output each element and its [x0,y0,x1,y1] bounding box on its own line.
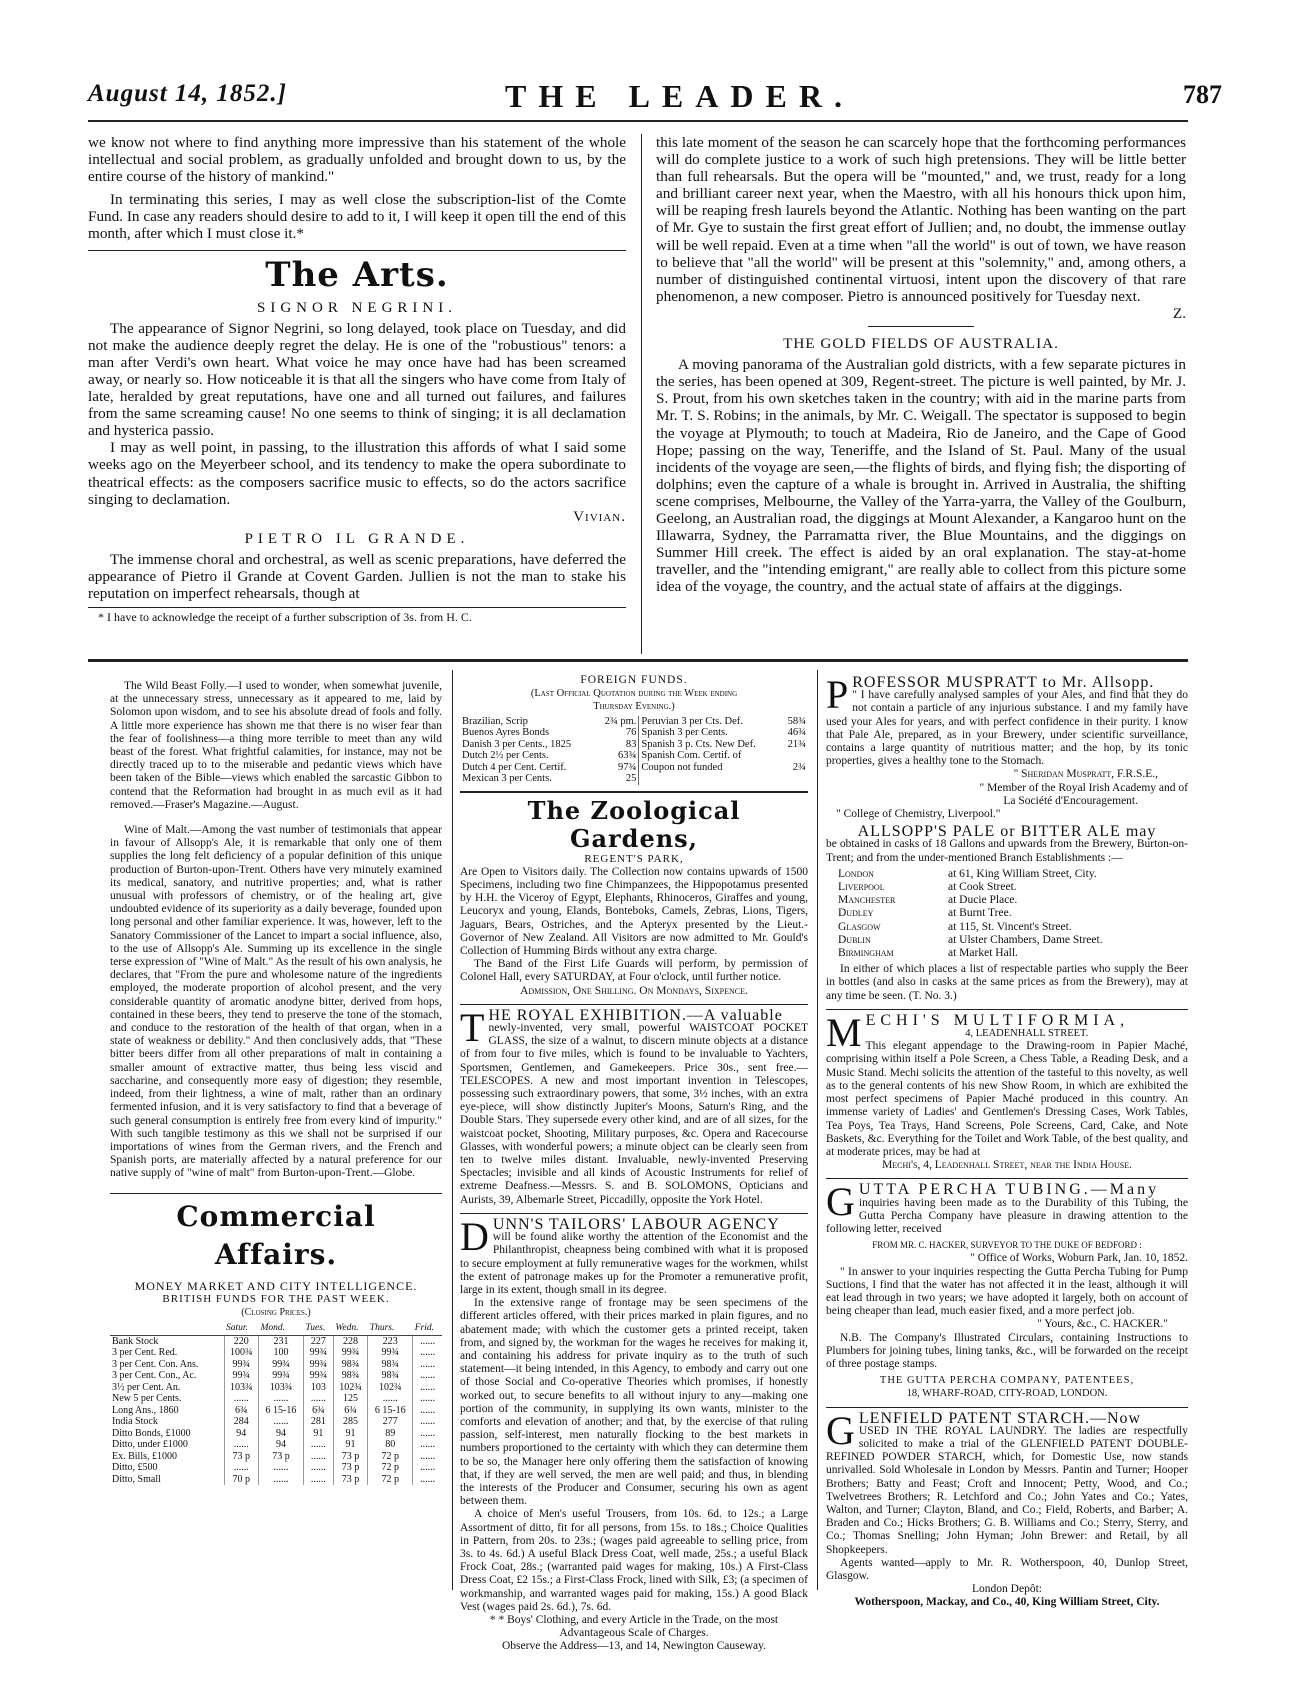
gutta-from: FROM MR. C. HACKER, SURVEYOR TO THE DUKE OF BEDFORD : [872,1240,1142,1251]
bf-cell: 6¾ [333,1405,367,1417]
bf-cell: ...... [259,1393,304,1405]
muspratt-signature-3: La Société d'Encouragement. [1003,794,1138,807]
bf-cell: ...... [413,1370,442,1382]
column-rule [452,670,453,1590]
bf-cell: India Stock [112,1416,158,1428]
bf-cell: New 5 per Cents. [112,1393,182,1405]
bf-col-header: Frid. [413,1323,442,1335]
bf-cell: 73 p [333,1462,367,1474]
dunn-text-4: * * Boys' Clothing, and every Article in the Trade, on the most Advantageous Scale of Charges. [489,1613,779,1640]
top-left-column [88,134,626,624]
comte-fund-paragraph: In terminating this series, I may as well close the subscription-list of the Comte Fund. In case any readers should desire to add to it, I will keep it open till the end of this month, after which I must close it.* [88,191,626,243]
table-row [110,1474,442,1486]
ff-cell: Dutch 2½ per Cents. [462,750,549,762]
bf-cell: 220 [224,1335,258,1347]
table-row [110,1347,442,1359]
table-row [110,1370,442,1382]
money-market-heading: MONEY MARKET AND CITY INTELLIGENCE. [134,1278,418,1293]
ff-cell: 83 [625,738,637,750]
glenfield-heading: LENFIELD PATENT STARCH.—Now [858,1409,1142,1427]
bf-cell: 99¾ [259,1359,304,1371]
bf-cell: 94 [259,1439,304,1451]
bf-cell: 73 p [224,1451,258,1463]
glenfield-agents: Agents wanted—apply to Mr. R. Wotherspoon, 40, Dunlop Street, Glasgow. [826,1556,1188,1582]
negrini-paragraph-2: I may as well point, in passing, to the illustration this affords of what I said some weeks ago on the Meyerbeer school, and its tendency to make the opera subordinate to theatrical effects: as the composers sacrifice music to effects, so do the actors sacrifice singing to declamation. [88,439,626,508]
bf-cell: Long Ans., 1860 [112,1404,179,1416]
bf-cell: Ditto, under £1000 [112,1439,188,1451]
branch-city: Liverpool [838,881,885,894]
drop-cap-t: T [460,1008,485,1050]
branch-city: Manchester [838,894,896,907]
bf-cell: ...... [413,1382,442,1394]
bf-cell: 99¾ [224,1370,258,1382]
issue-date: August 14, 1852.] [88,80,287,107]
list-item [838,894,1188,907]
muspratt-text: " I have carefully analysed samples of your Ales, and find that they do not contain a particle of any injurious substance. I and my family have used your Ales for years, and with perfect confidence in their purity. I know that Pale Ale, prepared, as in your Brewery, under scientific surveillance, contains a large quantity of nutritious matter; and the hop, by its tonic properties, gives a healthy tone to the Stomach. [826,689,1188,768]
glenfield-ad [826,1407,1188,1610]
bottom-column-1 [110,680,442,1485]
gold-fields-heading: THE GOLD FIELDS OF AUSTRALIA. [783,335,1059,353]
glenfield-text: USED IN THE ROYAL LAUNDRY. The ladies are respectfully solicited to make a trial of the GLENFIELD PATENT DOUBLE-REFINED POWDER STARCH, which, for Domestic Use, now stands unrivalled. Sold Wholesale in London by Messrs. Pantin and Turner; Hooper Brothers; Batty and Feast; Croft and Innocent; Petty, Wood, and Co.; Twelvetrees Brothers; R. Letchford and Co.; John Yates and Co.; Yates, Walton, and Turner; Clayton, Bland, and Co.; Field, Roberts, and Barber; A. Braden and Co.; Hicks Brothers; G. B. Williams and Co.; Sterry, Sterry, and Co.; Thomas Snelling; John Hyman; John Brewer: and Retail, by all Shopkeepers. [826,1424,1188,1556]
british-funds-table [110,1323,442,1485]
zoo-paragraph-1: Are Open to Visitors daily. The Collection now contains upwards of 1500 Specimens, including two fine Chimpanzees, the Hippopotamus presented by H.H. the Viceroy of Egypt, Elephants, Rhinoceros, Giraffes and young, Leucoryx and young, Elands, Bonteboks, Camels, Zebras, Lions, Tigers, Jaguars, Bears, Ostriches, and the Apteryx presented by the Lieut.-Governor of New Zealand. All Visitors are now admitted to Mr. Gould's Collection of Humming Birds without any extra charge. [460,865,808,958]
bf-col-header [110,1323,224,1335]
bf-col-header: Mond. [259,1323,304,1335]
table-row [110,1359,442,1371]
bf-cell: 103¾ [224,1382,258,1394]
bf-cell: 102¾ [333,1382,367,1394]
comte-paragraph-end: we know not where to find anything more impressive than his statement of the whole intellectual and social problem, as gradually unfolded and brought down to us, by the entire course of the history of mankind." [88,134,626,186]
bf-cell: ...... [303,1462,333,1474]
bf-cell: 80 [368,1439,413,1451]
drop-cap-m: M [826,1013,862,1055]
section-rule [88,659,1188,662]
bf-cell: 99¾ [303,1370,333,1382]
mechi-ad [826,1014,1188,1172]
negrini-heading: SIGNOR NEGRINI. [257,299,457,316]
branch-city: London [838,867,874,880]
bf-cell: Bank Stock [112,1335,159,1347]
muspratt-heading: ROFESSOR MUSPRATT to Mr. Allsopp. [852,674,1155,691]
bf-cell: ...... [413,1335,442,1347]
bf-cell: 91 [303,1428,333,1440]
bf-cell: 98¾ [333,1370,367,1382]
zoo-subtitle: REGENT'S PARK, [584,852,684,865]
dunn-text-2: In the extensive range of frontage may be seen specimens of the different articles offered, with their prices marked in plain figures, and no abatement made; with which the customer gets a printed receipt, taken from, and signed by, the workman for the wages he receives for making it, and containing his address for private inquiry as to the truth of such statement—it being intended, in this Agency, to embody and carry out one of those Social and Co-operative Theories which promises, if honestly worked out, to secure benefits to all without injury to any—making one portion of the community, in supplying its own wants, minister to the comforts and elevation of another; and that, by the exercise of that ruling passion, self-interest, men naturally flocking to the best markets in numbers proportioned to the certainty with which they can determine them to be so, the Manager here only offering them the satisfaction of knowing that, if they are well served, the men are well paid; and thus, in blending the interests of the Producer and Consumer, securing his own as agent between them. [460,1297,808,1508]
ff-cell: 2¾ pm. [604,715,637,727]
signature-vivian: Vivian. [573,507,626,525]
bf-cell: Ditto, Small [112,1473,161,1485]
foreign-funds-sub-2: Thursday Evening.) [593,701,675,713]
branch-city: Dudley [838,907,874,920]
divider [826,1178,1188,1179]
dunn-heading: UNN'S TAILORS' LABOUR AGENCY [492,1215,780,1233]
bf-cell: ...... [224,1393,258,1405]
mechi-text: This elegant appendage to the Drawing-room in Papier Maché, comprising within itself a Pole Screen, a Chess Table, a Reading Desk, and a Music Stand. Mechi solicits the attention of the tasteful to this novelty, as well as to the general contents of his new Show Room, in which are exhibited the most perfect specimens of Papier Maché produced in this country. An immense variety of Ladies' and Gentlemen's Dressing Cases, Work Tables, Tea Poys, Tea Trays, Hand Screens, Pole Screens, Card, Cake, and Note Baskets, &c. Everything for the Toilet and Work Table, of the best quality, and at moderate prices, may be had at [826,1040,1188,1158]
bf-cell: ...... [224,1462,258,1474]
bf-cell: 99¾ [333,1347,367,1359]
bf-cell: 231 [259,1335,304,1347]
bf-cell: ...... [303,1439,333,1451]
allsopp-text: be obtained in casks of 18 Gallons and upwards from the Brewery, Burton-on-Trent; and from the under-mentioned Branch Establishments :— [826,838,1188,864]
bf-cell: ...... [303,1393,333,1405]
pietro-paragraph: The immense choral and orchestral, as well as scenic preparations, have deferred the appearance of Pietro il Grande at Covent Garden. Jullien is not the man to stake his reputation on imperfect rehearsals, though at [88,550,626,603]
bf-cell: 6¾ [303,1405,333,1417]
dunn-address: Observe the Address—13, and 14, Newington Causeway. [501,1640,767,1653]
branch-city: Glasgow [838,920,881,933]
gutta-percha-ad [826,1179,1188,1400]
negrini-paragraph-1: The appearance of Signor Negrini, so long delayed, took place on Tuesday, and did not make the audience deeply regret the delay. He is one of the "robustious" tenors: a man after Verdi's own heart. What voice he may once have had has been screamed away, or nearly so. How noticeable it is that all the singers who have come from Italy of late, heralded by great reputations, have one and all turned out failures, and failures from the same screaming cause! No one seems to think of singing; it is all declamation and hysterica passio. [88,319,626,440]
bf-cell: 6¾ [224,1405,258,1417]
drop-cap-p: P [826,672,849,717]
zoo-admission: Admission, One Shilling. On Mondays, Sixpence. [520,984,748,997]
bf-cell: 99¾ [303,1347,333,1359]
bf-cell: ...... [413,1474,442,1486]
column-rule [641,134,642,654]
table-row [460,750,808,762]
ff-cell: 58¾ [787,715,806,727]
ff-cell: Danish 3 per Cents., 1825 [462,738,572,750]
branch-address: at Market Hall. [948,947,1018,960]
branch-list [826,868,1188,960]
glenfield-depot: London Depôt: [972,1583,1042,1596]
gutta-signoff: " Yours, &c., C. HACKER." [1037,1318,1168,1331]
divider [460,1004,808,1005]
bf-cell: 125 [333,1393,367,1405]
bf-cell: 89 [368,1428,413,1440]
table-row [460,727,808,739]
bf-cell: Ditto Bonds, £1000 [112,1427,191,1439]
list-item [838,868,1188,881]
divider [460,791,808,793]
ff-cell [781,750,808,762]
bf-cell: 284 [224,1416,258,1428]
divider [826,1407,1188,1408]
branch-address: at Ulster Chambers, Dame Street. [948,933,1103,946]
ff-cell: 63¾ [618,750,637,762]
bf-cell: 91 [333,1439,367,1451]
bf-cell: 94 [224,1428,258,1440]
ff-cell: Coupon not funded [639,762,781,774]
bf-cell: 70 p [224,1474,258,1486]
ff-cell: Spanish Com. Certif. of [639,750,781,762]
page-number: 787 [1183,80,1222,109]
bf-cell: 228 [333,1335,367,1347]
signature-z: Z. [1172,304,1186,322]
bf-cell: 99¾ [368,1347,413,1359]
wine-of-malt: Wine of Malt.—Among the vast number of testimonials that appear in favour of Allsopp's Ale, it is remarkable that only one of them supplies the long felt deficiency of a popular definition of this unique production of Burton-upon-Trent. Others have very minutely examined its medical, sanatory, and nutritive properties; and, what is rather unusual with professors of chemistry, or of the healing art, give undoubted evidence of its superiority as a daily beverage, founded upon long personal and other familiar experience. It was, however, left to the Sanatory Commissioner of the Lancet to impart a social influence, also, to the use of Allsopp's Ale. Summing up its excellence in the single terse expression of "Wine of Malt." As the result of his own analysis, he declares, that "From the pure and wholesome nature of the ingredients employed, the moderate proportion of alcohol present, and the very considerable quantity of aromatic anodyne bitter, derived from hops, contained in these beers, they tend to preserve the tone of the stomach, and conduce to the restoration of the health of that organ, when in a state of weakness or debility." And then conclusively adds, that "These bitter beers differ from all other preparations of malt in containing a smaller amount of extractive matter, thus being less viscid and saccharine, and consequently more easy of digestion; they resemble, indeed, from their lightness, a wine of malt, rather than an ordinary fermented infusion, and it is very satisfactory to find that a beverage of such general consumption is entirely free from every kind of impurity." With such tangible testimony as this we shall not be surprised if our importations of wines from the German rivers, and the French and Spanish ports, are materially affected by a natural preference for our native supply of "wine of malt" from Burton-upon-Trent.—Globe. [110,824,442,1180]
dunn-text-3: A choice of Men's useful Trousers, from 10s. 6d. to 12s.; a Large Assortment of ditto, fit for all persons, from 15s. to 18s.; Choice Qualities in Pattern, from 20s. to 23s.; (wages paid agreeable to selling price, from 3s. to 4s. 6d.) A useful Black Dress Coat, well made, 25s.; a useful Black Frock Coat, 28s.; (warranted paid wages for making, 10s.) A First-Class Dress Coat, £2 15s.; a First-Class Frock, lined with Silk, £3; (a specimen of workmanship, and warranted wages paid for making, 15s.) A good Black Vest (wages paid 2s. 6d.), 7s. 6d. [460,1508,808,1613]
muspratt-signature-4: " College of Chemistry, Liverpool." [836,808,1001,821]
bf-cell: ...... [413,1462,442,1474]
list-item [838,881,1188,894]
bf-cell: ...... [224,1439,258,1451]
gutta-text: inquiries having been made as to the Durability of this Tubing, the Gutta Percha Company have pleasure in drawing attention to the following letter, received [826,1196,1188,1235]
list-item [838,934,1188,947]
table-row [110,1462,442,1474]
branch-address: at 61, King William Street, City. [948,867,1097,880]
divider [88,250,626,251]
branch-address: at 115, St. Vincent's Street. [948,920,1072,933]
bf-cell: 281 [303,1416,333,1428]
bf-cell: 98¾ [368,1370,413,1382]
muspratt-signature-1: " Sheridan Muspratt, F.R.S.E., [1013,768,1158,781]
drop-cap-d: D [460,1213,489,1259]
top-right-column [656,134,1186,595]
bf-cell: 285 [333,1416,367,1428]
bf-cell: 3 per Cent. Con., Ac. [112,1370,197,1382]
bottom-column-3 [826,672,1188,1610]
bf-cell: Ex. Bills, £1000 [112,1450,178,1462]
bf-cell: 99¾ [259,1370,304,1382]
mechi-address: Mechi's, 4, Leadenhall Street, near the India House. [882,1159,1132,1172]
table-row [460,762,808,774]
branch-address: at Ducie Place. [948,894,1018,907]
branch-address: at Burnt Tree. [948,907,1012,920]
bf-cell: 100¾ [224,1347,258,1359]
gutta-heading: UTTA PERCHA TUBING.—Many [858,1181,1160,1199]
dunn-ad [460,1213,808,1654]
muspratt-ad [826,672,1188,821]
commercial-section-title: Commercial Affairs. [176,1199,376,1271]
ff-cell [639,773,781,785]
short-rule [868,326,974,327]
mechi-subheading: 4, LEADENHALL STREET. [965,1028,1089,1040]
ff-cell: Dutch 4 per Cent. Certif. [462,761,567,773]
column-rule [817,670,818,1590]
ff-cell: Peruvian 3 per Cts. Def. [639,716,781,728]
ff-cell: 2¾ [792,761,806,773]
bf-cell: ...... [413,1393,442,1405]
gold-fields-paragraph: A moving panorama of the Australian gold districts, with a few separate pictures in the series, has been opened at 309, Regent-street. The picture is well painted, by Mr. J. S. Prout, from his own sketches taken in the country; with aid in the marine parts from Mr. T. S. Robins; in the animals, by Mr. C. Weigall. The spectator is supposed to begin the voyage at Plymouth; to touch at Madeira, Rio de Janeiro, and the Cape of Good Hope; passing on the way, Teneriffe, and the Island of St. Paul. Many of the usual incidents of the voyage are seen,—the flights of birds, and flying fish; the disporting of dolphins; even the capture of a whale is brought in. Arrived in Australia, the shifting scene comprises, Melbourne, the Valley of the Yarra-yarra, the Valley of the Goulburn, Geelong, an Australian road, the diggings at Mount Alexander, a Kangaroo hunt on the Illawarra, Sydney, the Parramatta river, the Blue Mountains, and the diggings on Summer Hill creek. The effect is aided by an oral explanation. The stay-at-home traveller, and the "intending emigrant," are really able to collect from this picture some idea of the voyage, the country, and the actual state of affairs at the diggings. [656,356,1186,596]
bottom-column-2 [460,674,808,1654]
bf-cell: ...... [303,1451,333,1463]
bf-cell: 73 p [333,1474,367,1486]
table-row [110,1416,442,1428]
ff-cell: Spanish 3 per Cents. [639,727,781,739]
gutta-office: " Office of Works, Woburn Park, Jan. 10, 1852. [970,1252,1188,1265]
footnote-rule [88,607,626,608]
bf-cell: 6 15-16 [259,1405,304,1417]
table-row [110,1405,442,1417]
mechi-heading: ECHI'S MULTIFORMIA, [865,1013,1130,1029]
british-funds-heading: BRITISH FUNDS FOR THE PAST WEEK. [162,1292,390,1305]
table-row [110,1382,442,1394]
drop-cap-g2: G [826,1407,855,1453]
bf-cell: ...... [259,1416,304,1428]
header-rule [88,120,1188,122]
table-row [460,739,808,751]
bf-col-header: Tues. [303,1323,333,1335]
bf-cell: 73 p [333,1451,367,1463]
bf-cell: ...... [413,1359,442,1371]
bf-cell: ...... [259,1474,304,1486]
bf-col-header: Wedn. [333,1323,367,1335]
bf-cell: 72 p [368,1462,413,1474]
glenfield-depot-address: Wotherspoon, Mackay, and Co., 40, King William Street, City. [854,1596,1160,1609]
bf-cell: 223 [368,1335,413,1347]
bf-cell: 102¾ [368,1382,413,1394]
table-row [460,773,808,785]
zoo-paragraph-2: The Band of the First Life Guards will perform, by permission of Colonel Hall, every SATURDAY, at Four o'clock, until further notice. [460,958,808,984]
zoo-title: The Zoological Gardens, [527,795,741,853]
dunn-text-1: will be found alike worthy the attention of the Economist and the Philanthropist, cheapness being combined with what it is proposed to secure employment at fully remunerative wages for the workmen, whilst the extent of patronage makes up for the Promoter a remunerative profit, large in its extent, though small in its degree. [460,1231,808,1296]
drop-cap-g: G [826,1179,855,1225]
bf-cell: 6 15-16 [368,1405,413,1417]
bf-cell: 99¾ [303,1359,333,1371]
allsopp-text-2: In either of which places a list of respectable parties who supply the Beer in bottles (and also in casks at the same prices as from the Brewery), may at any time be seen. (T. No. 3.) [826,963,1188,1002]
list-item [838,921,1188,934]
bf-cell: ...... [303,1474,333,1486]
gutta-nb: N.B. The Company's Illustrated Circulars, containing Instructions to Plumbers for joining tubes, lining tanks, &c., will be forwarded on the receipt of three postage stamps. [826,1331,1188,1370]
bf-cell: ...... [368,1393,413,1405]
bf-cell: 72 p [368,1451,413,1463]
bf-cell: ...... [413,1416,442,1428]
ff-cell [781,773,808,785]
bf-cell: ...... [413,1428,442,1440]
bf-cell: 103¾ [259,1382,304,1394]
bf-cell: 99¾ [224,1359,258,1371]
wild-beast-folly: The Wild Beast Folly.—I used to wonder, when somewhat juvenile, at the unnecessary stress, unnecessary as it appeared to me, laid by Solomon upon wisdom, and to see his absolute dread of fools and folly. A little more experience has shown me that there is no wiser fear than the fear of foolishness—a thing more terrible to meet than any wild beast of the forest. What frightful calamities, for instance, may not be directly traced up to to the miserable and pedantic views which have been taken of the Bible—views which enabled the sarcastic Gibbon to contend that the Reformation had brought in as much evil as it had removed.—Fraser's Magazine.—August. [110,680,442,811]
ff-cell: 76 [625,727,637,739]
bf-cell: 98¾ [333,1359,367,1371]
foreign-funds-heading: FOREIGN FUNDS. [580,674,688,686]
table-row [460,716,808,728]
bf-cell: 72 p [368,1474,413,1486]
divider [826,1009,1188,1010]
arts-section-title: The Arts. [265,254,449,295]
list-item [838,907,1188,920]
muspratt-signature-2: " Member of the Royal Irish Academy and of [979,781,1188,794]
divider [110,1193,442,1194]
divider [460,1213,808,1214]
ff-cell: Brazilian, Scrip [462,715,528,727]
bf-col-header: Satur. [224,1323,258,1335]
bf-cell: ...... [413,1451,442,1463]
branch-city: Birmingham [838,947,894,960]
bf-cell: ...... [413,1439,442,1451]
bf-cell: 98¾ [368,1359,413,1371]
bf-cell: ...... [259,1462,304,1474]
table-row [110,1451,442,1463]
ff-cell: 25 [625,773,637,785]
table-row [110,1393,442,1405]
closing-prices: (Closing Prices.) [241,1306,311,1318]
bf-cell: 103 [303,1382,333,1394]
masthead-title: THE LEADER. [505,78,854,114]
bf-cell: 3½ per Cent. An. [112,1381,181,1393]
ff-cell: Spanish 3 p. Cts. New Def. [639,739,781,751]
allsopp-heading: ALLSOPP'S PALE or BITTER ALE may [857,823,1157,841]
list-item [838,947,1188,960]
bf-cell: 277 [368,1416,413,1428]
ff-cell: 46¾ [787,727,806,739]
bf-cell: 100 [259,1347,304,1359]
bf-cell: 227 [303,1335,333,1347]
table-row [110,1439,442,1451]
ff-cell: 21¾ [787,738,806,750]
bf-col-header: Thurs. [368,1323,413,1335]
ff-cell: 97¾ [618,761,637,773]
gutta-letter: " In answer to your inquiries respecting the Gutta Percha Tubing for Pump Suctions, I find that the water has not affected it in the least, although it will eat lead through in two years; we have adopted it largely, both on account of being cheaper than lead, much easier fixed, and a more perfect job. [826,1265,1188,1318]
bf-cell: 91 [333,1428,367,1440]
bf-cell: Ditto, £500 [112,1462,158,1474]
bf-cell: 3 per Cent. Red. [112,1347,178,1359]
foreign-funds-sub-1: (Last Official Quotation during the Week ending [530,688,738,700]
table-row [110,1428,442,1440]
table-row [110,1335,442,1347]
royal-exhibition-heading: HE ROYAL EXHIBITION.—A valuable [488,1008,783,1024]
ff-cell: Buenos Ayres Bonds [462,727,550,739]
bf-cell: ...... [413,1405,442,1417]
pietro-heading: PIETRO IL GRANDE. [244,530,470,547]
royal-exhibition-ad [460,1009,808,1207]
pietro-continued: this late moment of the season he can scarcely hope that the forthcoming performances will do complete justice to a work of such high pretensions. They will be little better than full rehearsals. But the opera will be "mounted," and, we trust, ready for a long and brilliant career next year, when the Maestro, with all his honours thick upon him, will be reaping fresh laurels beyond the Atlantic. Nothing has been wanting on the part of Mr. Gye to sustain the first great effort of Jullien; and, no doubt, the immense outlay will be well repaid. Even at a time when "all the world" is out of town, we have reason to believe that "all the world" will be present at this "solemnity," and, among others, a number of distinguished continental virtuosi, intent upon the discovery of that rare phenomenon, a new composer. Pietro is announced positively for Tuesday next. [656,134,1186,305]
bf-cell: ...... [413,1347,442,1359]
bf-cell: 73 p [259,1451,304,1463]
bf-cell: 94 [259,1428,304,1440]
footnote: * I have to acknowledge the receipt of a further subscription of 3s. from H. C. [98,610,472,625]
gutta-company-address: 18, WHARF-ROAD, CITY-ROAD, LONDON. [906,1388,1108,1400]
bf-cell: 3 per Cent. Con. Ans. [112,1358,199,1370]
branch-address: at Cook Street. [948,881,1017,894]
branch-city: Dublin [838,933,871,946]
gutta-company: THE GUTTA PERCHA COMPANY, PATENTEES, [879,1375,1135,1387]
ff-cell: Mexican 3 per Cents. [462,773,552,785]
foreign-funds-table [460,716,808,785]
royal-exhibition-text: newly-invented, very small, powerful WAISTCOAT POCKET GLASS, the size of a walnut, to discern minute objects at a distance of from four to five miles, which is found to be invaluable to Yachters, Sportsmen, Gentlemen, and Gamekeepers. Price 30s., sent free.—TELESCOPES. A new and most important invention in Telescopes, possessing such extraordinary powers, that some, 3½ inches, with an extra eye-piece, will show distinctly Jupiter's Moons, Saturn's Ring, and the Double Stars. They supersede every other kind, and are of all sizes, for the waistcoat pocket, Shooting, Military purposes, &c. Opera and Racecourse Glasses, with wonderful powers; a minute object can be clearly seen from ten to twelve miles distant. Invaluable, newly-invented Preserving Spectacles; invisible and all kinds of Acoustic Instruments for relief of extreme Deafness.—Messrs. S. and B. SOLOMONS, Opticians and Aurists, 39, Albemarle Street, Piccadilly, opposite the York Hotel. [460,1022,808,1206]
